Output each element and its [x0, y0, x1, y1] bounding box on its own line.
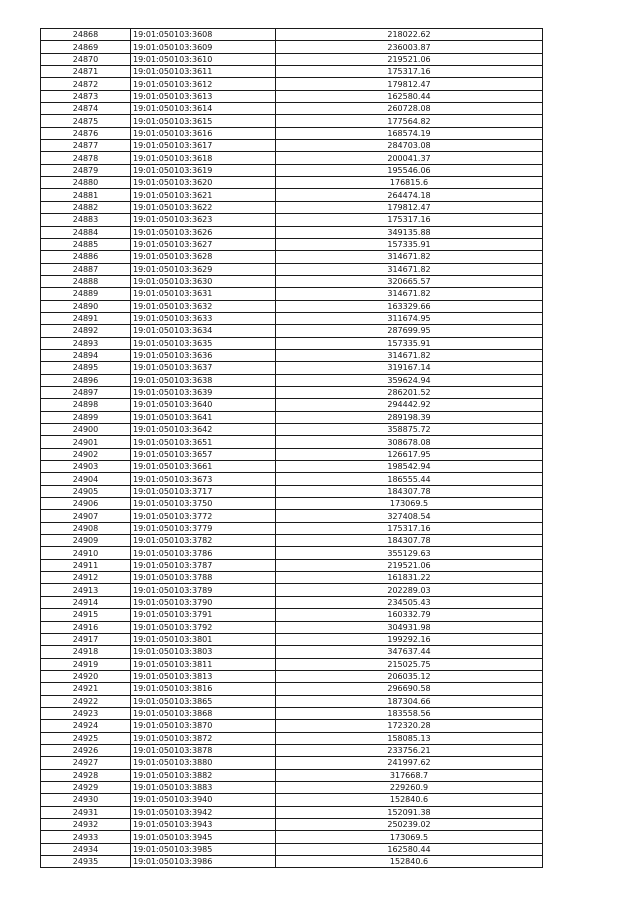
table-row: [41, 757, 543, 769]
cadastral-number-cell: 19:01:050103:3878: [131, 744, 276, 756]
cadastral-value-cell: 200041.37: [276, 152, 543, 164]
row-number-cell: 24897: [41, 386, 131, 398]
table-row: [41, 535, 543, 547]
cadastral-value-cell: 314671.82: [276, 288, 543, 300]
row-number-cell: 24901: [41, 436, 131, 448]
cadastral-value-cell: 184307.78: [276, 485, 543, 497]
row-number-cell: 24911: [41, 559, 131, 571]
cadastral-value-cell: 236003.87: [276, 41, 543, 53]
row-number-cell: 24915: [41, 609, 131, 621]
cadastral-value-cell: 219521.06: [276, 53, 543, 65]
table-body: [41, 29, 543, 868]
row-number-cell: 24883: [41, 214, 131, 226]
cadastral-value-cell: 184307.78: [276, 535, 543, 547]
row-number-cell: 24874: [41, 103, 131, 115]
cadastral-number-cell: 19:01:050103:3940: [131, 794, 276, 806]
table-row: [41, 189, 543, 201]
cadastral-value-cell: 260728.08: [276, 103, 543, 115]
table-row: [41, 90, 543, 102]
cadastral-number-cell: 19:01:050103:3637: [131, 362, 276, 374]
cadastral-value-cell: 162580.44: [276, 90, 543, 102]
table-row: [41, 473, 543, 485]
cadastral-number-cell: 19:01:050103:3791: [131, 609, 276, 621]
row-number-cell: 24923: [41, 707, 131, 719]
row-number-cell: 24918: [41, 646, 131, 658]
cadastral-value-cell: 199292.16: [276, 633, 543, 645]
cadastral-value-cell: 179812.47: [276, 201, 543, 213]
cadastral-number-cell: 19:01:050103:3865: [131, 695, 276, 707]
table-row: [41, 41, 543, 53]
table-row: [41, 781, 543, 793]
table-row: [41, 485, 543, 497]
cadastral-number-cell: 19:01:050103:3640: [131, 399, 276, 411]
cadastral-value-cell: 172320.28: [276, 720, 543, 732]
cadastral-value-cell: 218022.62: [276, 29, 543, 41]
table-row: [41, 720, 543, 732]
row-number-cell: 24887: [41, 263, 131, 275]
cadastral-value-cell: 304931.98: [276, 621, 543, 633]
table-row: [41, 312, 543, 324]
cadastral-value-cell: 286201.52: [276, 386, 543, 398]
table-row: [41, 300, 543, 312]
row-number-cell: 24878: [41, 152, 131, 164]
row-number-cell: 24906: [41, 498, 131, 510]
cadastral-value-cell: 175317.16: [276, 522, 543, 534]
row-number-cell: 24880: [41, 177, 131, 189]
row-number-cell: 24904: [41, 473, 131, 485]
table-row: [41, 374, 543, 386]
table-row: [41, 646, 543, 658]
row-number-cell: 24876: [41, 127, 131, 139]
table-row: [41, 819, 543, 831]
row-number-cell: 24890: [41, 300, 131, 312]
table-row: [41, 53, 543, 65]
table-row: [41, 695, 543, 707]
table-row: [41, 794, 543, 806]
cadastral-number-cell: 19:01:050103:3813: [131, 670, 276, 682]
row-number-cell: 24877: [41, 140, 131, 152]
row-number-cell: 24872: [41, 78, 131, 90]
cadastral-value-cell: 206035.12: [276, 670, 543, 682]
cadastral-number-cell: 19:01:050103:3786: [131, 547, 276, 559]
row-number-cell: 24893: [41, 337, 131, 349]
row-number-cell: 24927: [41, 757, 131, 769]
cadastral-value-cell: 195546.06: [276, 164, 543, 176]
cadastral-value-cell: 177564.82: [276, 115, 543, 127]
cadastral-value-cell: 219521.06: [276, 559, 543, 571]
cadastral-number-cell: 19:01:050103:3623: [131, 214, 276, 226]
table-row: [41, 66, 543, 78]
cadastral-number-cell: 19:01:050103:3630: [131, 275, 276, 287]
table-row: [41, 115, 543, 127]
cadastral-number-cell: 19:01:050103:3792: [131, 621, 276, 633]
row-number-cell: 24891: [41, 312, 131, 324]
cadastral-number-cell: 19:01:050103:3870: [131, 720, 276, 732]
cadastral-value-cell: 308678.08: [276, 436, 543, 448]
row-number-cell: 24888: [41, 275, 131, 287]
cadastral-number-cell: 19:01:050103:3614: [131, 103, 276, 115]
cadastral-number-cell: 19:01:050103:3631: [131, 288, 276, 300]
cadastral-value-cell: 264474.18: [276, 189, 543, 201]
cadastral-number-cell: 19:01:050103:3816: [131, 683, 276, 695]
cadastral-value-cell: 173069.5: [276, 831, 543, 843]
cadastral-value-cell: 358875.72: [276, 424, 543, 436]
cadastral-value-cell: 347637.44: [276, 646, 543, 658]
cadastral-value-cell: 287699.95: [276, 325, 543, 337]
table-row: [41, 78, 543, 90]
cadastral-number-cell: 19:01:050103:3610: [131, 53, 276, 65]
cadastral-value-cell: 314671.82: [276, 349, 543, 361]
row-number-cell: 24914: [41, 596, 131, 608]
cadastral-number-cell: 19:01:050103:3642: [131, 424, 276, 436]
row-number-cell: 24882: [41, 201, 131, 213]
cadastral-number-cell: 19:01:050103:3789: [131, 584, 276, 596]
cadastral-number-cell: 19:01:050103:3638: [131, 374, 276, 386]
row-number-cell: 24931: [41, 806, 131, 818]
row-number-cell: 24896: [41, 374, 131, 386]
cadastral-value-cell: 250239.02: [276, 819, 543, 831]
table-row: [41, 621, 543, 633]
row-number-cell: 24912: [41, 572, 131, 584]
cadastral-number-cell: 19:01:050103:3880: [131, 757, 276, 769]
row-number-cell: 24892: [41, 325, 131, 337]
table-row: [41, 349, 543, 361]
row-number-cell: 24875: [41, 115, 131, 127]
table-row: [41, 670, 543, 682]
cadastral-value-cell: 187304.66: [276, 695, 543, 707]
row-number-cell: 24907: [41, 510, 131, 522]
cadastral-value-cell: 320665.57: [276, 275, 543, 287]
cadastral-number-cell: 19:01:050103:3811: [131, 658, 276, 670]
cadastral-value-cell: 152091.38: [276, 806, 543, 818]
cadastral-number-cell: 19:01:050103:3620: [131, 177, 276, 189]
row-number-cell: 24903: [41, 461, 131, 473]
cadastral-value-cell: 359624.94: [276, 374, 543, 386]
cadastral-number-cell: 19:01:050103:3945: [131, 831, 276, 843]
row-number-cell: 24917: [41, 633, 131, 645]
cadastral-number-cell: 19:01:050103:3868: [131, 707, 276, 719]
cadastral-value-cell: 175317.16: [276, 66, 543, 78]
table-row: [41, 707, 543, 719]
cadastral-number-cell: 19:01:050103:3615: [131, 115, 276, 127]
table-row: [41, 29, 543, 41]
cadastral-number-cell: 19:01:050103:3622: [131, 201, 276, 213]
cadastral-number-cell: 19:01:050103:3613: [131, 90, 276, 102]
table-row: [41, 732, 543, 744]
cadastral-number-cell: 19:01:050103:3673: [131, 473, 276, 485]
row-number-cell: 24908: [41, 522, 131, 534]
row-number-cell: 24929: [41, 781, 131, 793]
row-number-cell: 24934: [41, 843, 131, 855]
cadastral-number-cell: 19:01:050103:3717: [131, 485, 276, 497]
row-number-cell: 24919: [41, 658, 131, 670]
cadastral-number-cell: 19:01:050103:3628: [131, 251, 276, 263]
table-row: [41, 510, 543, 522]
table-row: [41, 461, 543, 473]
cadastral-value-cell: 284703.08: [276, 140, 543, 152]
table-row: [41, 399, 543, 411]
cadastral-value-cell: 198542.94: [276, 461, 543, 473]
cadastral-number-cell: 19:01:050103:3882: [131, 769, 276, 781]
row-number-cell: 24920: [41, 670, 131, 682]
row-number-cell: 24868: [41, 29, 131, 41]
table-row: [41, 633, 543, 645]
cadastral-number-cell: 19:01:050103:3616: [131, 127, 276, 139]
cadastral-value-cell: 234505.43: [276, 596, 543, 608]
table-row: [41, 127, 543, 139]
table-row: [41, 337, 543, 349]
table-row: [41, 806, 543, 818]
table-row: [41, 448, 543, 460]
row-number-cell: 24932: [41, 819, 131, 831]
table-row: [41, 744, 543, 756]
table-row: [41, 411, 543, 423]
row-number-cell: 24922: [41, 695, 131, 707]
cadastral-number-cell: 19:01:050103:3661: [131, 461, 276, 473]
cadastral-number-cell: 19:01:050103:3609: [131, 41, 276, 53]
table-row: [41, 263, 543, 275]
cadastral-number-cell: 19:01:050103:3636: [131, 349, 276, 361]
table-row: [41, 103, 543, 115]
cadastral-value-cell: 215025.75: [276, 658, 543, 670]
row-number-cell: 24870: [41, 53, 131, 65]
row-number-cell: 24895: [41, 362, 131, 374]
cadastral-number-cell: 19:01:050103:3788: [131, 572, 276, 584]
row-number-cell: 24933: [41, 831, 131, 843]
cadastral-number-cell: 19:01:050103:3782: [131, 535, 276, 547]
cadastral-number-cell: 19:01:050103:3986: [131, 856, 276, 868]
row-number-cell: 24902: [41, 448, 131, 460]
cadastral-number-cell: 19:01:050103:3635: [131, 337, 276, 349]
cadastral-value-cell: 355129.63: [276, 547, 543, 559]
cadastral-value-cell: 294442.92: [276, 399, 543, 411]
table-row: [41, 424, 543, 436]
table-row: [41, 275, 543, 287]
row-number-cell: 24899: [41, 411, 131, 423]
cadastral-number-cell: 19:01:050103:3883: [131, 781, 276, 793]
cadastral-value-cell: 202289.03: [276, 584, 543, 596]
table-row: [41, 325, 543, 337]
cadastral-value-cell: 186555.44: [276, 473, 543, 485]
row-number-cell: 24900: [41, 424, 131, 436]
cadastral-number-cell: 19:01:050103:3612: [131, 78, 276, 90]
cadastral-value-cell: 163329.66: [276, 300, 543, 312]
cadastral-number-cell: 19:01:050103:3629: [131, 263, 276, 275]
row-number-cell: 24881: [41, 189, 131, 201]
row-number-cell: 24928: [41, 769, 131, 781]
cadastral-number-cell: 19:01:050103:3617: [131, 140, 276, 152]
cadastral-value-cell: 162580.44: [276, 843, 543, 855]
row-number-cell: 24894: [41, 349, 131, 361]
cadastral-value-cell: 152840.6: [276, 856, 543, 868]
row-number-cell: 24884: [41, 226, 131, 238]
row-number-cell: 24879: [41, 164, 131, 176]
row-number-cell: 24935: [41, 856, 131, 868]
table-row: [41, 362, 543, 374]
cadastral-number-cell: 19:01:050103:3611: [131, 66, 276, 78]
table-row: [41, 609, 543, 621]
row-number-cell: 24889: [41, 288, 131, 300]
cadastral-value-cell: 349135.88: [276, 226, 543, 238]
cadastral-number-cell: 19:01:050103:3632: [131, 300, 276, 312]
row-number-cell: 24913: [41, 584, 131, 596]
cadastral-value-cell: 157335.91: [276, 337, 543, 349]
cadastral-value-cell: 157335.91: [276, 238, 543, 250]
cadastral-number-cell: 19:01:050103:3985: [131, 843, 276, 855]
cadastral-value-cell: 183558.56: [276, 707, 543, 719]
cadastral-number-cell: 19:01:050103:3651: [131, 436, 276, 448]
cadastral-number-cell: 19:01:050103:3639: [131, 386, 276, 398]
table-row: [41, 559, 543, 571]
table-row: [41, 843, 543, 855]
table-row: [41, 856, 543, 868]
cadastral-value-cell: 179812.47: [276, 78, 543, 90]
cadastral-value-cell: 327408.54: [276, 510, 543, 522]
table-row: [41, 288, 543, 300]
cadastral-number-cell: 19:01:050103:3618: [131, 152, 276, 164]
cadastral-number-cell: 19:01:050103:3801: [131, 633, 276, 645]
cadastral-value-cell: 317668.7: [276, 769, 543, 781]
cadastral-number-cell: 19:01:050103:3772: [131, 510, 276, 522]
cadastral-value-cell: 168574.19: [276, 127, 543, 139]
table-row: [41, 152, 543, 164]
cadastral-value-cell: 152840.6: [276, 794, 543, 806]
cadastral-number-cell: 19:01:050103:3942: [131, 806, 276, 818]
cadastral-value-cell: 233756.21: [276, 744, 543, 756]
row-number-cell: 24873: [41, 90, 131, 102]
table-row: [41, 498, 543, 510]
cadastral-value-cell: 296690.58: [276, 683, 543, 695]
table-row: [41, 238, 543, 250]
table-row: [41, 226, 543, 238]
cadastral-value-cell: 175317.16: [276, 214, 543, 226]
cadastral-value-cell: 314671.82: [276, 251, 543, 263]
cadastral-number-cell: 19:01:050103:3619: [131, 164, 276, 176]
cadastral-number-cell: 19:01:050103:3779: [131, 522, 276, 534]
cadastral-value-cell: 319167.14: [276, 362, 543, 374]
table-row: [41, 214, 543, 226]
row-number-cell: 24910: [41, 547, 131, 559]
cadastral-value-cell: 158085.13: [276, 732, 543, 744]
cadastral-value-cell: 311674.95: [276, 312, 543, 324]
table-row: [41, 164, 543, 176]
cadastral-value-cell: 289198.39: [276, 411, 543, 423]
table-row: [41, 658, 543, 670]
row-number-cell: 24886: [41, 251, 131, 263]
row-number-cell: 24869: [41, 41, 131, 53]
table-row: [41, 522, 543, 534]
table-row: [41, 831, 543, 843]
table-row: [41, 436, 543, 448]
cadastral-number-cell: 19:01:050103:3657: [131, 448, 276, 460]
cadastral-number-cell: 19:01:050103:3750: [131, 498, 276, 510]
table-row: [41, 140, 543, 152]
cadastral-number-cell: 19:01:050103:3943: [131, 819, 276, 831]
table-row: [41, 201, 543, 213]
cadastral-value-cell: 173069.5: [276, 498, 543, 510]
row-number-cell: 24905: [41, 485, 131, 497]
cadastral-number-cell: 19:01:050103:3790: [131, 596, 276, 608]
row-number-cell: 24921: [41, 683, 131, 695]
row-number-cell: 24885: [41, 238, 131, 250]
table-row: [41, 769, 543, 781]
table-row: [41, 683, 543, 695]
table-row: [41, 584, 543, 596]
row-number-cell: 24930: [41, 794, 131, 806]
cadastral-value-cell: 126617.95: [276, 448, 543, 460]
cadastral-number-cell: 19:01:050103:3787: [131, 559, 276, 571]
table-row: [41, 572, 543, 584]
cadastral-value-cell: 160332.79: [276, 609, 543, 621]
row-number-cell: 24916: [41, 621, 131, 633]
cadastral-value-cell: 314671.82: [276, 263, 543, 275]
table-row: [41, 547, 543, 559]
cadastral-number-cell: 19:01:050103:3608: [131, 29, 276, 41]
table-row: [41, 596, 543, 608]
row-number-cell: 24925: [41, 732, 131, 744]
cadastral-number-cell: 19:01:050103:3641: [131, 411, 276, 423]
cadastral-number-cell: 19:01:050103:3621: [131, 189, 276, 201]
cadastral-number-cell: 19:01:050103:3626: [131, 226, 276, 238]
cadastral-value-cell: 241997.62: [276, 757, 543, 769]
table-row: [41, 177, 543, 189]
cadastral-number-cell: 19:01:050103:3633: [131, 312, 276, 324]
cadastral-number-cell: 19:01:050103:3803: [131, 646, 276, 658]
row-number-cell: 24926: [41, 744, 131, 756]
row-number-cell: 24898: [41, 399, 131, 411]
cadastral-number-cell: 19:01:050103:3627: [131, 238, 276, 250]
table-row: [41, 251, 543, 263]
cadastral-number-cell: 19:01:050103:3634: [131, 325, 276, 337]
cadastral-number-cell: 19:01:050103:3872: [131, 732, 276, 744]
cadastral-value-cell: 176815.6: [276, 177, 543, 189]
cadastral-value-cell: 161831.22: [276, 572, 543, 584]
row-number-cell: 24909: [41, 535, 131, 547]
table-row: [41, 386, 543, 398]
row-number-cell: 24924: [41, 720, 131, 732]
cadastral-value-cell: 229260.9: [276, 781, 543, 793]
row-number-cell: 24871: [41, 66, 131, 78]
cadastral-value-table: [40, 28, 543, 868]
